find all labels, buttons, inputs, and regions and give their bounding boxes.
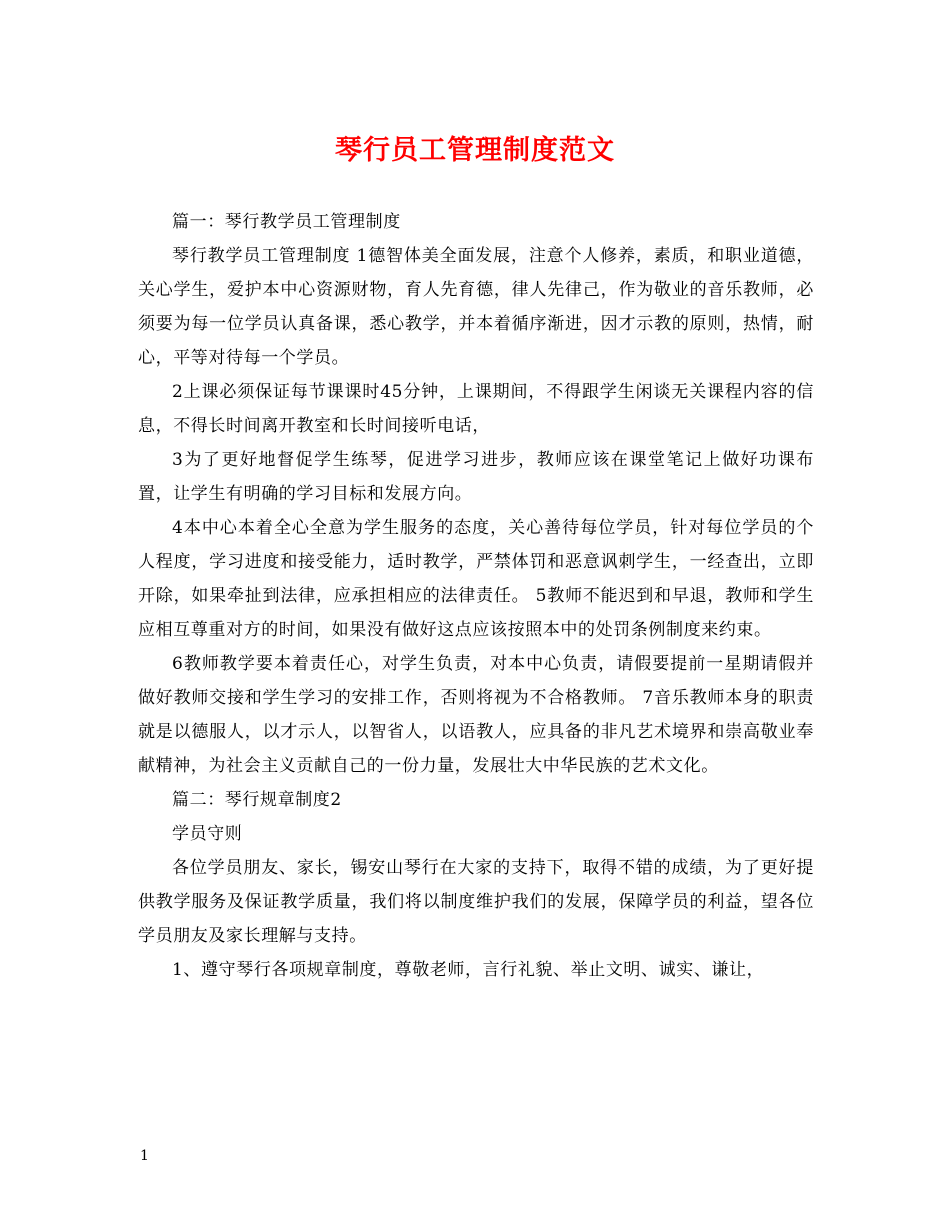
paragraph: 4本中心本着全心全意为学生服务的态度，关心善待每位学员，针对每位学员的个人程度，学习进度和接受能力，适时教学，严禁体罚和恶意讽刺学生，一经查出，立即开除，如果牵扯到法律，应承担相应的法律责任。 5教师不能迟到和早退，教师和学生应相互尊重对方的时间，如果没有做好这点应该按照本中的处罚条例制度来约束。: [138, 518, 814, 640]
section-heading-2: 篇二：琴行规章制度2: [172, 790, 342, 810]
paragraph: 1、遵守琴行各项规章制度，尊敬老师，言行礼貌、举止文明、诚实、谦让，: [172, 960, 765, 980]
section-heading-1: 篇一：琴行教学员工管理制度: [172, 212, 401, 232]
paragraph: 6教师教学要本着责任心，对学生负责，对本中心负责，请假要提前一星期请假并做好教师交接和学生学习的安排工作，否则将视为不合格教师。 7音乐教师本身的职责就是以德服人，以才示人，以智省人，以语教人，应具备的非凡艺术境界和崇高敬业奉献精神，为社会主义贡献自己的一份力量，发展壮大中华民族的艺术文化。: [138, 654, 814, 776]
page-number: 1: [140, 1148, 149, 1164]
document-title: 琴行员工管理制度范文: [335, 135, 615, 166]
paragraph: 3为了更好地督促学生练琴，促进学习进步，教师应该在课堂笔记上做好功课布置，让学生有明确的学习目标和发展方向。: [138, 450, 814, 504]
paragraph: 琴行教学员工管理制度 1德智体美全面发展，注意个人修养，素质，和职业道德，关心学生，爱护本中心资源财物，育人先育德，律人先律己，作为敬业的音乐教师，必须要为每一位学员认真备课，悉心教学，并本着循序渐进，因才示教的原则，热情，耐心，平等对待每一个学员。: [138, 246, 814, 368]
paragraph: 学员守则: [172, 824, 243, 844]
document-body: [138, 205, 814, 987]
paragraph: 2上课必须保证每节课课时45分钟，上课期间，不得跟学生闲谈无关课程内容的信息，不得长时间离开教室和长时间接听电话，: [138, 382, 814, 436]
paragraph: 各位学员朋友、家长，锡安山琴行在大家的支持下，取得不错的成绩，为了更好提供教学服务及保证教学质量，我们将以制度维护我们的发展，保障学员的利益，望各位学员朋友及家长理解与支持。: [138, 858, 814, 946]
